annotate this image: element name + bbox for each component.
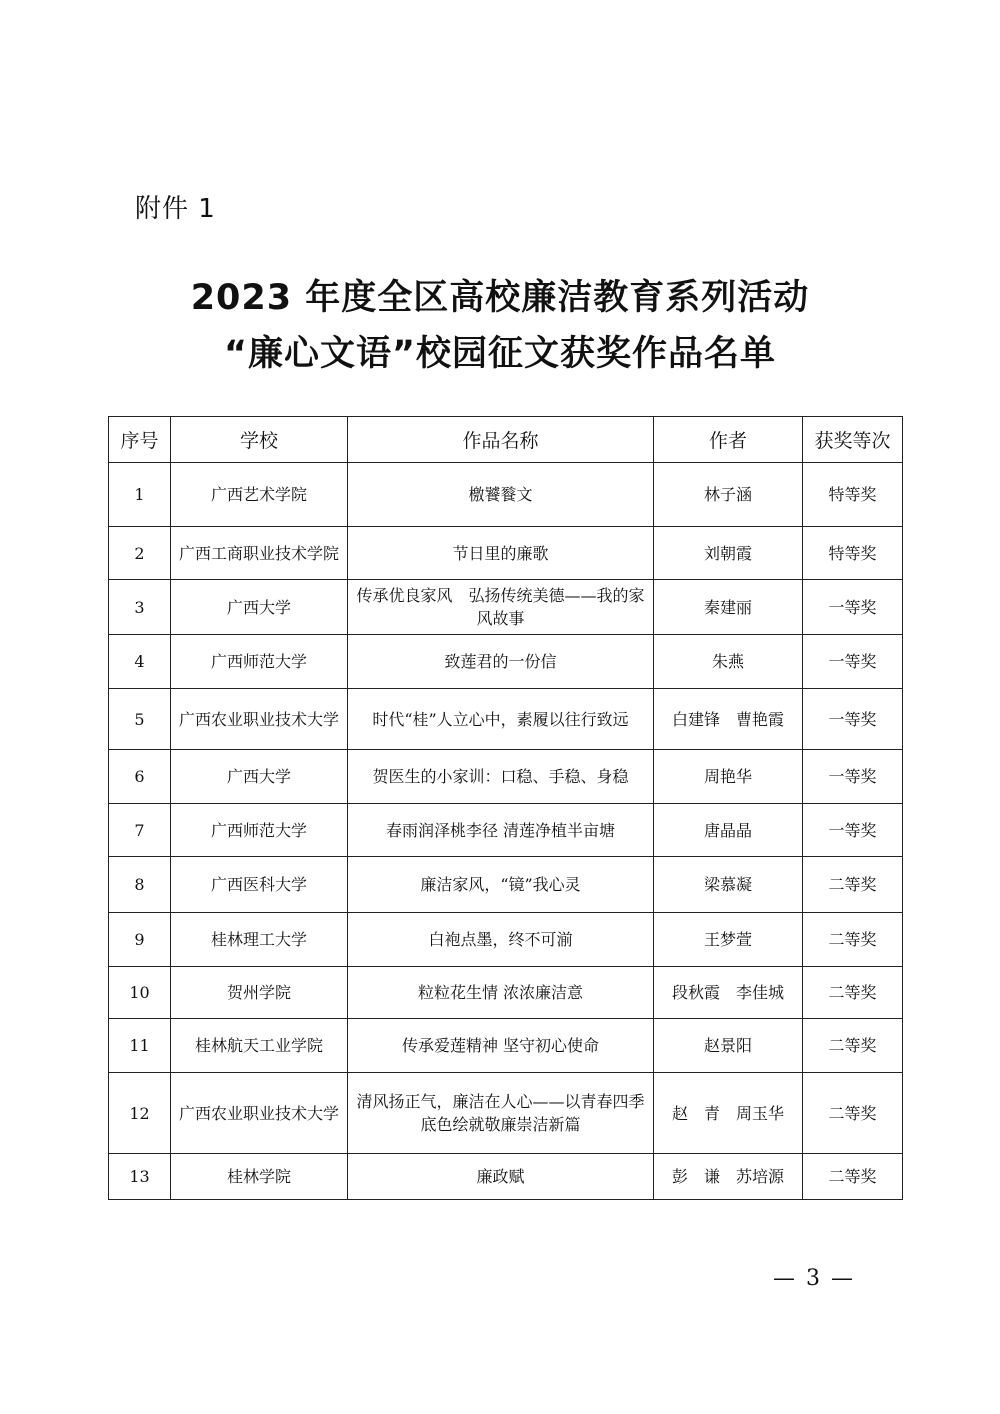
- row-award: 二等奖: [803, 1019, 903, 1073]
- row-author: 段秋霞 李佳城: [654, 967, 803, 1019]
- row-school: 桂林理工大学: [171, 913, 348, 967]
- row-school: 桂林学院: [171, 1154, 348, 1200]
- row-award: 特等奖: [803, 527, 903, 580]
- row-work-title: 传承优良家风 弘扬传统美德——我的家风故事: [348, 580, 654, 635]
- row-no: 12: [109, 1073, 171, 1154]
- table-row: [109, 689, 903, 750]
- row-no: 10: [109, 967, 171, 1019]
- row-award: 一等奖: [803, 804, 903, 857]
- row-work-title: 廉洁家风，“镜”我心灵: [348, 857, 654, 913]
- row-author: 朱燕: [654, 635, 803, 689]
- row-award: 二等奖: [803, 1073, 903, 1154]
- row-school: 广西大学: [171, 750, 348, 804]
- row-school: 桂林航天工业学院: [171, 1019, 348, 1073]
- row-award: 二等奖: [803, 857, 903, 913]
- row-award: 二等奖: [803, 913, 903, 967]
- table-row: [109, 580, 903, 635]
- row-author: 白建锋 曹艳霞: [654, 689, 803, 750]
- row-author: 赵景阳: [654, 1019, 803, 1073]
- row-school: 广西师范大学: [171, 635, 348, 689]
- row-award: 一等奖: [803, 689, 903, 750]
- row-work-title: 粒粒花生情 浓浓廉洁意: [348, 967, 654, 1019]
- table-row: [109, 1019, 903, 1073]
- document-title-line1: 2023 年度全区高校廉洁教育系列活动: [190, 278, 810, 318]
- row-award: 一等奖: [803, 580, 903, 635]
- header-school: 学校: [171, 417, 348, 463]
- table-row: [109, 913, 903, 967]
- awards-table: [108, 416, 903, 1200]
- table-row: [109, 750, 903, 804]
- row-author: 刘朝霞: [654, 527, 803, 580]
- row-work-title: 节日里的廉歌: [348, 527, 654, 580]
- table-row: [109, 857, 903, 913]
- table-row: [109, 1154, 903, 1200]
- row-school: 广西农业职业技术大学: [171, 689, 348, 750]
- table-header-row: [109, 417, 903, 463]
- row-no: 9: [109, 913, 171, 967]
- row-work-title: 檄饕餮文: [348, 463, 654, 527]
- table-row: [109, 804, 903, 857]
- row-author: 周艳华: [654, 750, 803, 804]
- row-award: 特等奖: [803, 463, 903, 527]
- row-work-title: 传承爱莲精神 坚守初心使命: [348, 1019, 654, 1073]
- row-author: 梁慕凝: [654, 857, 803, 913]
- row-no: 5: [109, 689, 171, 750]
- page-number: — 3 —: [773, 1266, 855, 1291]
- row-no: 11: [109, 1019, 171, 1073]
- row-no: 7: [109, 804, 171, 857]
- row-school: 广西大学: [171, 580, 348, 635]
- table-row: [109, 635, 903, 689]
- row-school: 广西工商职业技术学院: [171, 527, 348, 580]
- table-row: [109, 1073, 903, 1154]
- row-author: 王梦萱: [654, 913, 803, 967]
- row-author: 林子涵: [654, 463, 803, 527]
- row-work-title: 致莲君的一份信: [348, 635, 654, 689]
- row-award: 一等奖: [803, 750, 903, 804]
- row-school: 贺州学院: [171, 967, 348, 1019]
- row-work-title: 贺医生的小家训：口稳、手稳、身稳: [348, 750, 654, 804]
- row-school: 广西医科大学: [171, 857, 348, 913]
- row-school: 广西农业职业技术大学: [171, 1073, 348, 1154]
- row-no: 2: [109, 527, 171, 580]
- row-no: 6: [109, 750, 171, 804]
- header-award: 获奖等次: [803, 417, 903, 463]
- row-author: 唐晶晶: [654, 804, 803, 857]
- row-work-title: 清风扬正气，廉洁在人心——以青春四季底色绘就敬廉崇洁新篇: [348, 1073, 654, 1154]
- row-no: 4: [109, 635, 171, 689]
- row-no: 1: [109, 463, 171, 527]
- row-award: 二等奖: [803, 967, 903, 1019]
- row-no: 8: [109, 857, 171, 913]
- row-author: 秦建丽: [654, 580, 803, 635]
- row-work-title: 春雨润泽桃李径 清莲净植半亩塘: [348, 804, 654, 857]
- table-row: [109, 527, 903, 580]
- document-title-line2: “廉心文语”校园征文获奖作品名单: [223, 334, 776, 374]
- row-work-title: 廉政赋: [348, 1154, 654, 1200]
- table-row: [109, 967, 903, 1019]
- row-school: 广西师范大学: [171, 804, 348, 857]
- row-no: 13: [109, 1154, 171, 1200]
- row-no: 3: [109, 580, 171, 635]
- row-award: 一等奖: [803, 635, 903, 689]
- row-author: 赵 青 周玉华: [654, 1073, 803, 1154]
- row-school: 广西艺术学院: [171, 463, 348, 527]
- row-award: 二等奖: [803, 1154, 903, 1200]
- attachment-label: 附件 1: [135, 194, 216, 224]
- row-work-title: 白袍点墨，终不可湔: [348, 913, 654, 967]
- row-author: 彭 谦 苏培源: [654, 1154, 803, 1200]
- header-work-title: 作品名称: [348, 417, 654, 463]
- header-author: 作者: [654, 417, 803, 463]
- row-work-title: 时代“桂”人立心中，素履以往行致远: [348, 689, 654, 750]
- table-row: [109, 463, 903, 527]
- header-no: 序号: [109, 417, 171, 463]
